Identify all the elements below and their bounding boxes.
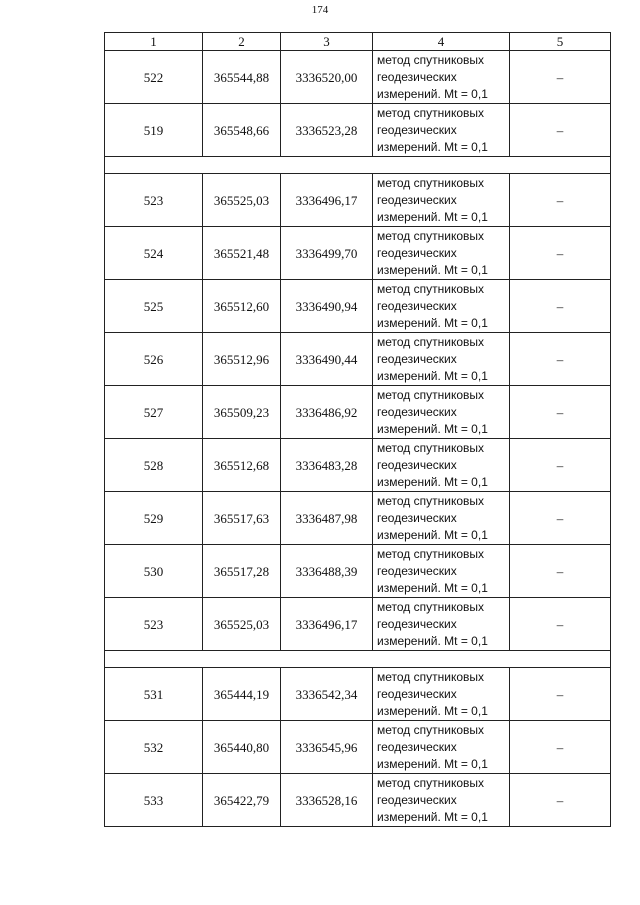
table-body xyxy=(105,33,611,827)
section-separator-row xyxy=(105,157,611,174)
y-coordinate-cell: 3336490,44 xyxy=(281,333,373,386)
section-separator-cell xyxy=(105,157,611,174)
point-number-cell: 527 xyxy=(105,386,203,439)
column-header: 5 xyxy=(510,33,611,51)
note-cell: – xyxy=(510,104,611,157)
note-cell: – xyxy=(510,774,611,827)
point-number-cell: 526 xyxy=(105,333,203,386)
method-cell: метод спутниковых геодезических измерений. Mt = 0,1 xyxy=(373,386,510,439)
x-coordinate-cell: 365509,23 xyxy=(203,386,281,439)
x-coordinate-cell: 365525,03 xyxy=(203,174,281,227)
table-row xyxy=(105,598,611,651)
method-cell: метод спутниковых геодезических измерений. Mt = 0,1 xyxy=(373,174,510,227)
method-cell: метод спутниковых геодезических измерений. Mt = 0,1 xyxy=(373,774,510,827)
table-row xyxy=(105,386,611,439)
note-cell: – xyxy=(510,439,611,492)
point-number-cell: 532 xyxy=(105,721,203,774)
note-cell: – xyxy=(510,386,611,439)
note-cell: – xyxy=(510,598,611,651)
column-header: 1 xyxy=(105,33,203,51)
x-coordinate-cell: 365517,28 xyxy=(203,545,281,598)
method-cell: метод спутниковых геодезических измерений. Mt = 0,1 xyxy=(373,280,510,333)
point-number-cell: 531 xyxy=(105,668,203,721)
table-row xyxy=(105,492,611,545)
table-row xyxy=(105,668,611,721)
column-header: 3 xyxy=(281,33,373,51)
x-coordinate-cell: 365440,80 xyxy=(203,721,281,774)
page-number: 174 xyxy=(311,4,329,16)
section-separator-cell xyxy=(105,651,611,668)
x-coordinate-cell: 365544,88 xyxy=(203,51,281,104)
point-number-cell: 523 xyxy=(105,598,203,651)
x-coordinate-cell: 365512,60 xyxy=(203,280,281,333)
table-row xyxy=(105,227,611,280)
table-row xyxy=(105,774,611,827)
point-number-cell: 519 xyxy=(105,104,203,157)
method-cell: метод спутниковых геодезических измерений. Mt = 0,1 xyxy=(373,598,510,651)
method-cell: метод спутниковых геодезических измерений. Mt = 0,1 xyxy=(373,545,510,598)
note-cell: – xyxy=(510,51,611,104)
x-coordinate-cell: 365525,03 xyxy=(203,598,281,651)
coordinates-table xyxy=(104,32,611,827)
x-coordinate-cell: 365517,63 xyxy=(203,492,281,545)
y-coordinate-cell: 3336490,94 xyxy=(281,280,373,333)
point-number-cell: 529 xyxy=(105,492,203,545)
y-coordinate-cell: 3336496,17 xyxy=(281,598,373,651)
table-row xyxy=(105,174,611,227)
method-cell: метод спутниковых геодезических измерений. Mt = 0,1 xyxy=(373,333,510,386)
point-number-cell: 528 xyxy=(105,439,203,492)
x-coordinate-cell: 365422,79 xyxy=(203,774,281,827)
x-coordinate-cell: 365521,48 xyxy=(203,227,281,280)
note-cell: – xyxy=(510,280,611,333)
y-coordinate-cell: 3336488,39 xyxy=(281,545,373,598)
y-coordinate-cell: 3336520,00 xyxy=(281,51,373,104)
column-header: 2 xyxy=(203,33,281,51)
table-row xyxy=(105,51,611,104)
header-row xyxy=(105,33,611,51)
y-coordinate-cell: 3336528,16 xyxy=(281,774,373,827)
note-cell: – xyxy=(510,668,611,721)
y-coordinate-cell: 3336499,70 xyxy=(281,227,373,280)
column-header: 4 xyxy=(373,33,510,51)
note-cell: – xyxy=(510,174,611,227)
table-row xyxy=(105,104,611,157)
section-separator-row xyxy=(105,651,611,668)
note-cell: – xyxy=(510,333,611,386)
method-cell: метод спутниковых геодезических измерений. Mt = 0,1 xyxy=(373,227,510,280)
y-coordinate-cell: 3336545,96 xyxy=(281,721,373,774)
table-row xyxy=(105,333,611,386)
point-number-cell: 525 xyxy=(105,280,203,333)
method-cell: метод спутниковых геодезических измерений. Mt = 0,1 xyxy=(373,492,510,545)
y-coordinate-cell: 3336523,28 xyxy=(281,104,373,157)
note-cell: – xyxy=(510,545,611,598)
method-cell: метод спутниковых геодезических измерений. Mt = 0,1 xyxy=(373,51,510,104)
point-number-cell: 523 xyxy=(105,174,203,227)
method-cell: метод спутниковых геодезических измерений. Mt = 0,1 xyxy=(373,668,510,721)
y-coordinate-cell: 3336496,17 xyxy=(281,174,373,227)
x-coordinate-cell: 365512,96 xyxy=(203,333,281,386)
y-coordinate-cell: 3336487,98 xyxy=(281,492,373,545)
method-cell: метод спутниковых геодезических измерений. Mt = 0,1 xyxy=(373,721,510,774)
table-row xyxy=(105,280,611,333)
note-cell: – xyxy=(510,721,611,774)
method-cell: метод спутниковых геодезических измерений. Mt = 0,1 xyxy=(373,104,510,157)
y-coordinate-cell: 3336542,34 xyxy=(281,668,373,721)
x-coordinate-cell: 365444,19 xyxy=(203,668,281,721)
y-coordinate-cell: 3336483,28 xyxy=(281,439,373,492)
point-number-cell: 533 xyxy=(105,774,203,827)
y-coordinate-cell: 3336486,92 xyxy=(281,386,373,439)
point-number-cell: 530 xyxy=(105,545,203,598)
table-row xyxy=(105,545,611,598)
x-coordinate-cell: 365512,68 xyxy=(203,439,281,492)
point-number-cell: 522 xyxy=(105,51,203,104)
method-cell: метод спутниковых геодезических измерений. Mt = 0,1 xyxy=(373,439,510,492)
point-number-cell: 524 xyxy=(105,227,203,280)
table-row xyxy=(105,439,611,492)
note-cell: – xyxy=(510,227,611,280)
table-row xyxy=(105,721,611,774)
note-cell: – xyxy=(510,492,611,545)
x-coordinate-cell: 365548,66 xyxy=(203,104,281,157)
